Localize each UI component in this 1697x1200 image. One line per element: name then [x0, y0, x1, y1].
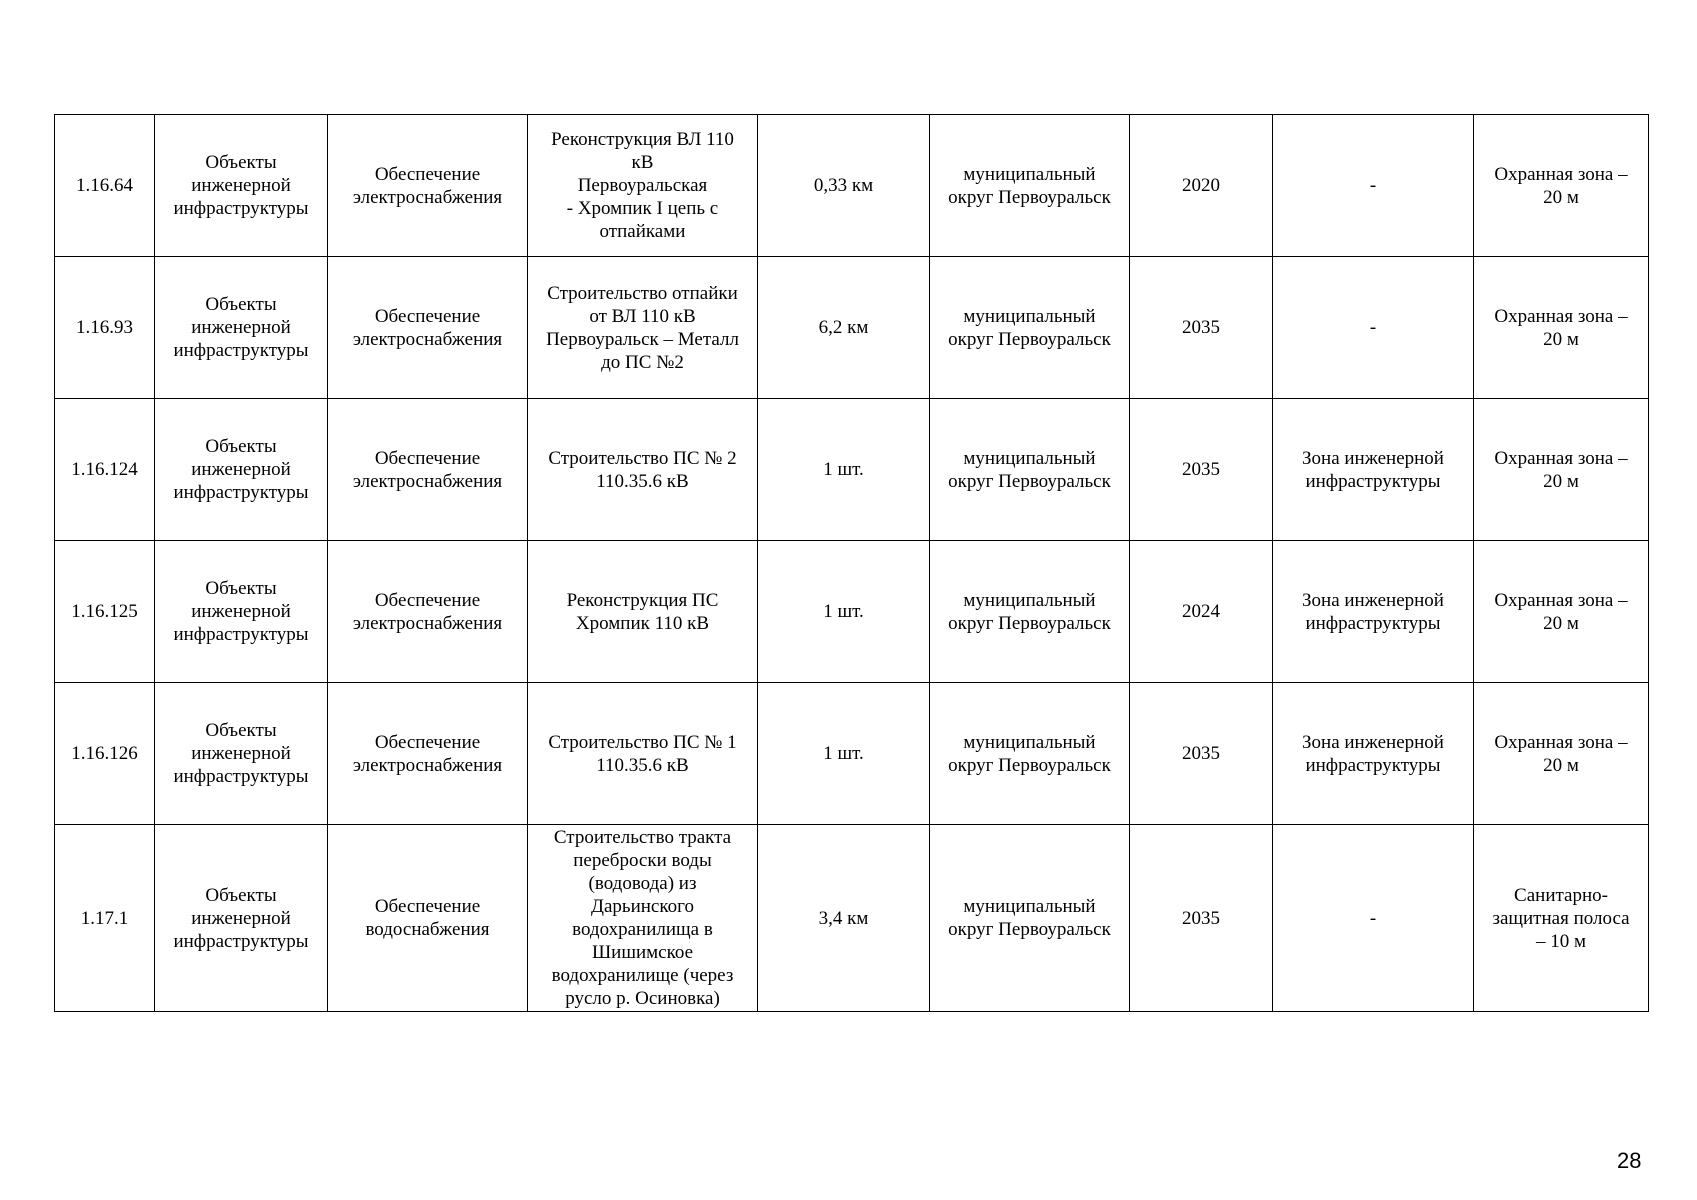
- object-year-cell: 2035: [1130, 683, 1273, 825]
- object-location-cell: муниципальный округ Первоуральск: [930, 399, 1130, 541]
- object-year-cell: 2024: [1130, 541, 1273, 683]
- object-name-cell: Реконструкция ПС Хромпик 110 кВ: [528, 541, 758, 683]
- object-number-cell: 1.16.64: [55, 115, 155, 257]
- functional-zone-cell: Зона инженерной инфраструктуры: [1273, 683, 1474, 825]
- object-capacity-cell: 0,33 км: [758, 115, 930, 257]
- functional-zone-cell: Зона инженерной инфраструктуры: [1273, 399, 1474, 541]
- table-row: [55, 399, 1649, 541]
- object-purpose-cell: Обеспечение водоснабжения: [328, 825, 528, 1012]
- table-row: [55, 115, 1649, 257]
- object-location-cell: муниципальный округ Первоуральск: [930, 825, 1130, 1012]
- object-location-cell: муниципальный округ Первоуральск: [930, 541, 1130, 683]
- protection-zone-cell: Охранная зона – 20 м: [1474, 541, 1649, 683]
- object-year-cell: 2020: [1130, 115, 1273, 257]
- object-category-cell: Объекты инженерной инфраструктуры: [155, 541, 328, 683]
- object-name-cell: Строительство ПС № 1 110.35.6 кВ: [528, 683, 758, 825]
- object-location-cell: муниципальный округ Первоуральск: [930, 115, 1130, 257]
- object-number-cell: 1.16.93: [55, 257, 155, 399]
- object-capacity-cell: 6,2 км: [758, 257, 930, 399]
- functional-zone-cell: -: [1273, 257, 1474, 399]
- table-row: [55, 825, 1649, 1012]
- protection-zone-cell: Охранная зона – 20 м: [1474, 683, 1649, 825]
- protection-zone-cell: Санитарно- защитная полоса – 10 м: [1474, 825, 1649, 1012]
- object-purpose-cell: Обеспечение электроснабжения: [328, 257, 528, 399]
- object-category-cell: Объекты инженерной инфраструктуры: [155, 399, 328, 541]
- table-row: [55, 257, 1649, 399]
- protection-zone-cell: Охранная зона – 20 м: [1474, 257, 1649, 399]
- object-number-cell: 1.16.125: [55, 541, 155, 683]
- page-number: 28: [1617, 1148, 1642, 1173]
- object-purpose-cell: Обеспечение электроснабжения: [328, 399, 528, 541]
- object-number-cell: 1.16.126: [55, 683, 155, 825]
- table-row: [55, 541, 1649, 683]
- object-category-cell: Объекты инженерной инфраструктуры: [155, 257, 328, 399]
- object-number-cell: 1.17.1: [55, 825, 155, 1012]
- functional-zone-cell: -: [1273, 115, 1474, 257]
- object-name-cell: Строительство ПС № 2 110.35.6 кВ: [528, 399, 758, 541]
- object-location-cell: муниципальный округ Первоуральск: [930, 257, 1130, 399]
- protection-zone-cell: Охранная зона – 20 м: [1474, 399, 1649, 541]
- object-capacity-cell: 3,4 км: [758, 825, 930, 1012]
- object-year-cell: 2035: [1130, 399, 1273, 541]
- object-purpose-cell: Обеспечение электроснабжения: [328, 683, 528, 825]
- protection-zone-cell: Охранная зона – 20 м: [1474, 115, 1649, 257]
- table-body: [55, 115, 1649, 1012]
- object-capacity-cell: 1 шт.: [758, 399, 930, 541]
- object-year-cell: 2035: [1130, 257, 1273, 399]
- object-capacity-cell: 1 шт.: [758, 683, 930, 825]
- object-category-cell: Объекты инженерной инфраструктуры: [155, 115, 328, 257]
- object-name-cell: Реконструкция ВЛ 110 кВ Первоуральская - Хромпик I цепь с отпайками: [528, 115, 758, 257]
- table-row: [55, 683, 1649, 825]
- object-number-cell: 1.16.124: [55, 399, 155, 541]
- object-name-cell: Строительство тракта переброски воды (водовода) из Дарьинского водохранилища в Шишимское водохранилище (через русло р. Осиновка): [528, 825, 758, 1012]
- object-category-cell: Объекты инженерной инфраструктуры: [155, 825, 328, 1012]
- functional-zone-cell: Зона инженерной инфраструктуры: [1273, 541, 1474, 683]
- object-location-cell: муниципальный округ Первоуральск: [930, 683, 1130, 825]
- object-purpose-cell: Обеспечение электроснабжения: [328, 541, 528, 683]
- object-capacity-cell: 1 шт.: [758, 541, 930, 683]
- functional-zone-cell: -: [1273, 825, 1474, 1012]
- object-purpose-cell: Обеспечение электроснабжения: [328, 115, 528, 257]
- object-category-cell: Объекты инженерной инфраструктуры: [155, 683, 328, 825]
- planned-objects-table: [54, 114, 1649, 1012]
- object-name-cell: Строительство отпайки от ВЛ 110 кВ Первоуральск – Металл до ПС №2: [528, 257, 758, 399]
- object-year-cell: 2035: [1130, 825, 1273, 1012]
